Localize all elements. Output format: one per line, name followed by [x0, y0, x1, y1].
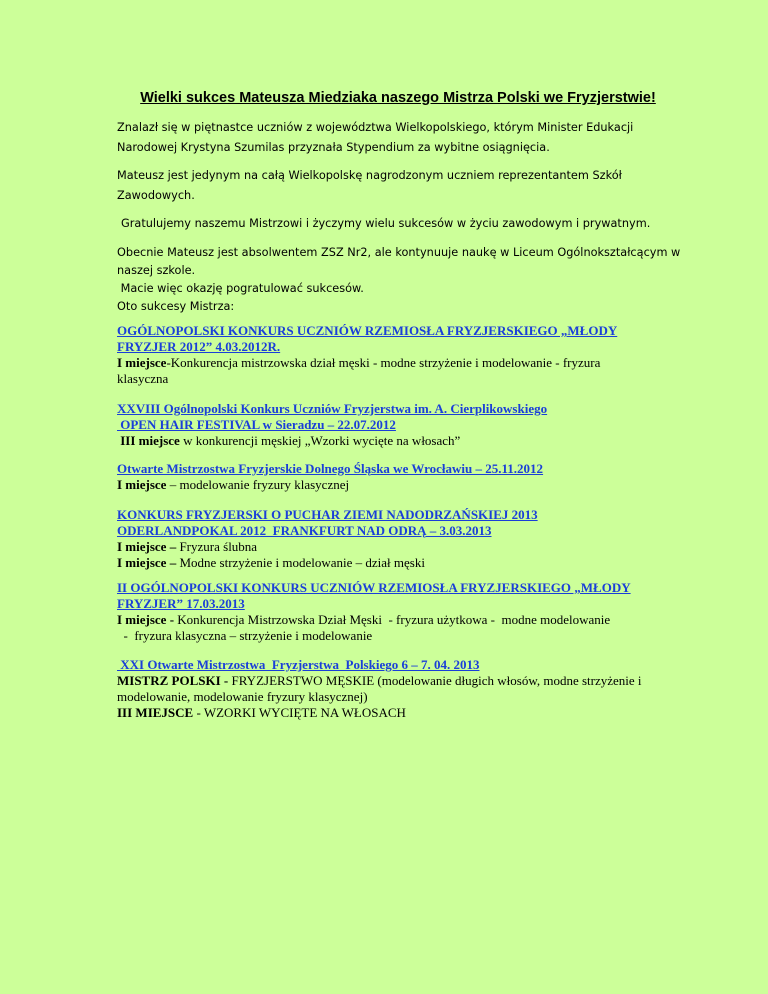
- achievement-heading-link[interactable]: FRYZJER” 17.03.2013: [117, 596, 245, 611]
- achievement-item: [117, 461, 707, 493]
- achievement-result: modelowanie, modelowanie fryzury klasycznej): [117, 689, 368, 704]
- achievement-heading-link[interactable]: XXI Otwarte Mistrzostwa Fryzjerstwa Polskiego 6 – 7. 04. 2013: [117, 657, 480, 672]
- achievement-heading-link[interactable]: XXVIII Ogólnopolski Konkurs Uczniów Fryzjerstwa im. A. Cierplikowskiego: [117, 401, 548, 416]
- achievement-heading-link[interactable]: II OGÓLNOPOLSKI KONKURS UCZNIÓW RZEMIOSŁA FRYZJERSKIEGO „MŁODY: [117, 580, 631, 595]
- achievement-heading-link[interactable]: Otwarte Mistrzostwa Fryzjerskie Dolnego Śląska we Wrocławiu – 25.11.2012: [117, 461, 544, 476]
- achievement-result: I miejsce - Konkurencja Mistrzowska Dział Męski - fryzura użytkowa - modne modelowanie: [117, 612, 611, 627]
- achievement-result: I miejsce – Fryzura ślubna: [117, 539, 258, 554]
- achievement-heading-link[interactable]: OGÓLNOPOLSKI KONKURS UCZNIÓW RZEMIOSŁA FRYZJERSKIEGO „MŁODY: [117, 323, 618, 338]
- achievement-result: III miejsce w konkurencji męskiej „Wzorki wycięte na włosach”: [117, 433, 461, 448]
- achievement-item: [117, 401, 707, 449]
- achievement-result: I miejsce – Modne strzyżenie i modelowanie – dział męski: [117, 555, 425, 570]
- achievement-heading-link[interactable]: KONKURS FRYZJERSKI O PUCHAR ZIEMI NADODRZAŃSKIEJ 2013: [117, 507, 538, 522]
- achievement-heading-link[interactable]: FRYZJER 2012” 4.03.2012R.: [117, 339, 281, 354]
- achievement-result: klasyczna: [117, 371, 169, 386]
- achievement-item: [117, 657, 707, 721]
- achievement-result: I miejsce-Konkurencja mistrzowska dział męski - modne strzyżenie i modelowanie - fryzura: [117, 355, 601, 370]
- achievement-heading-link[interactable]: OPEN HAIR FESTIVAL w Sieradzu – 22.07.2012: [117, 417, 396, 432]
- page-title: Wielki sukces Mateusza Miedziaka naszego Mistrza Polski we Fryzjerstwie!: [140, 90, 656, 106]
- achievement-result: - fryzura klasyczna – strzyżenie i modelowanie: [117, 628, 373, 643]
- achievement-result: I miejsce – modelowanie fryzury klasycznej: [117, 477, 350, 492]
- achievement-item: [117, 580, 707, 644]
- intro-paragraph-2: Mateusz jest jedynym na całą Wielkopolskę nagrodzonym uczniem reprezentantem Szkół Zawodowych.: [117, 169, 622, 202]
- achievement-item: [117, 323, 707, 387]
- achievement-item: [117, 507, 707, 571]
- achievement-heading-link[interactable]: ODERLANDPOKAL 2012 FRANKFURT NAD ODRĄ – 3.03.2013: [117, 523, 492, 538]
- achievement-result: III MIEJSCE - WZORKI WYCIĘTE NA WŁOSACH: [117, 705, 406, 720]
- achievement-result: MISTRZ POLSKI - FRYZJERSTWO MĘSKIE (modelowanie długich włosów, modne strzyżenie i: [117, 673, 642, 688]
- intro-paragraph-4: Obecnie Mateusz jest absolwentem ZSZ Nr2, ale kontynuuje naukę w Liceum Ogólnokształcącym w naszej szkole. Macie więc okazję pogratulować sukcesów. Oto sukcesy Mistrza:: [117, 246, 681, 313]
- intro-paragraph-3: Gratulujemy naszemu Mistrzowi i życzymy wielu sukcesów w życiu zawodowym i prywatnym.: [121, 217, 651, 230]
- intro-paragraph-1: Znalazł się w piętnastce uczniów z województwa Wielkopolskiego, którym Minister Edukacji Narodowej Krystyna Szumilas przyznała Stypendium za wybitne osiągnięcia.: [117, 121, 634, 154]
